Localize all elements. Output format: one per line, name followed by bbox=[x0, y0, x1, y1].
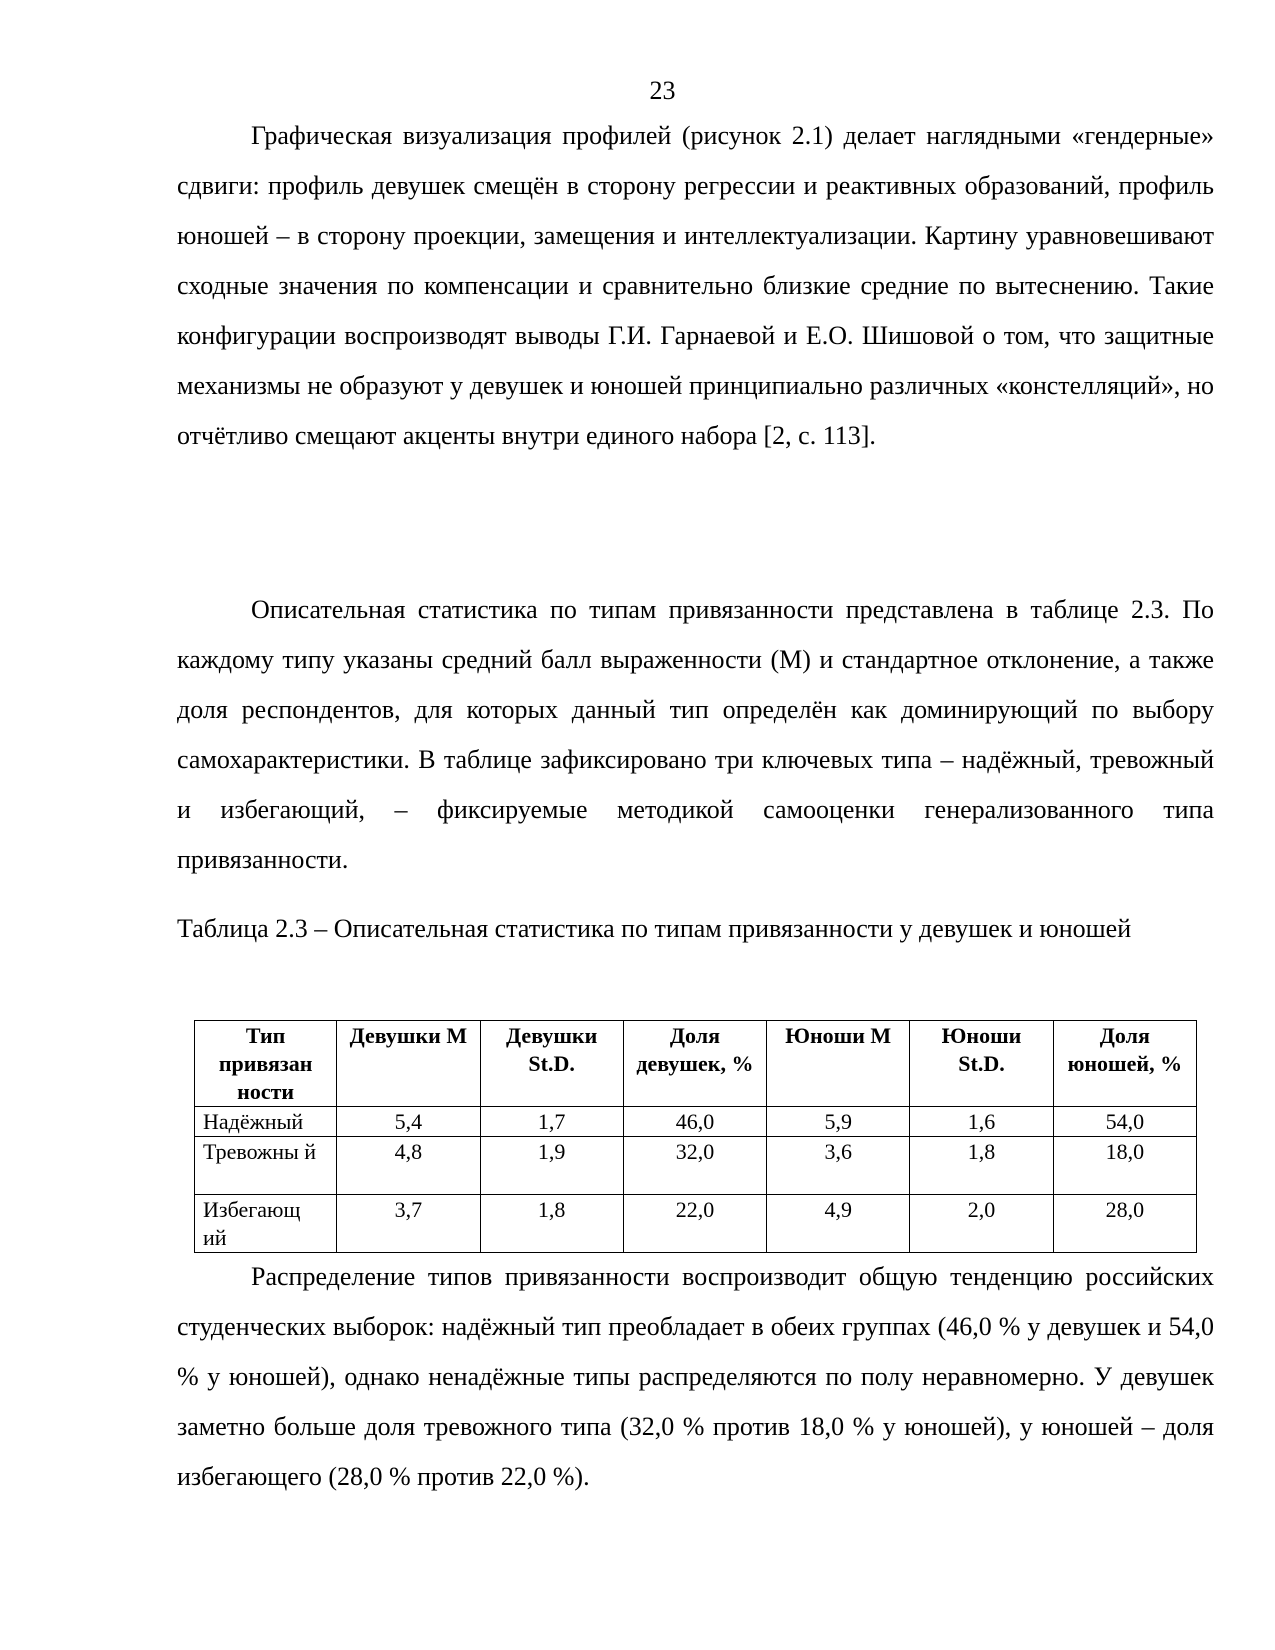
table-cell: 32,0 bbox=[623, 1137, 766, 1195]
row-label-secure: Надёжный bbox=[195, 1107, 337, 1137]
table-row bbox=[195, 1107, 1197, 1137]
header-girls-share: Доля девушек, % bbox=[623, 1021, 766, 1107]
table-cell: 3,7 bbox=[337, 1195, 480, 1253]
header-girls-mean: Девушки М bbox=[337, 1021, 480, 1107]
table-cell: 18,0 bbox=[1053, 1137, 1196, 1195]
paragraph-attachment-statistics: Описательная статистика по типам привязанности представлена в таблице 2.3. По каждому типу указаны средний балл выраженности (М) и стандартное отклонение, а также доля респондентов, для которых данный тип определён как доминирующий по выбору самохарактеристики. В таблице зафиксировано три ключевых типа – надёжный, тревожный и избегающий, – фиксируемые методикой самооценки генерализованного типа привязанности. bbox=[177, 595, 1214, 874]
table-cell: 3,6 bbox=[767, 1137, 910, 1195]
attachment-statistics-table bbox=[194, 1020, 1197, 1253]
table-cell: 4,9 bbox=[767, 1195, 910, 1253]
table-cell: 5,9 bbox=[767, 1107, 910, 1137]
header-boys-mean: Юноши М bbox=[767, 1021, 910, 1107]
row-label-avoidant: Избегающ ий bbox=[195, 1195, 337, 1253]
table-cell: 1,9 bbox=[480, 1137, 623, 1195]
table-cell: 46,0 bbox=[623, 1107, 766, 1137]
table-caption: Таблица 2.3 – Описательная статистика по типам привязанности у девушек и юношей bbox=[177, 914, 1132, 943]
header-girls-sd: Девушки St.D. bbox=[480, 1021, 623, 1107]
header-boys-share: Доля юношей, % bbox=[1053, 1021, 1196, 1107]
table-cell: 1,8 bbox=[480, 1195, 623, 1253]
row-label-anxious: Тревожны й bbox=[195, 1137, 337, 1195]
table-cell: 1,7 bbox=[480, 1107, 623, 1137]
table-cell: 1,8 bbox=[910, 1137, 1053, 1195]
header-attachment-type: Тип привязан ности bbox=[195, 1021, 337, 1107]
page-number: 23 bbox=[649, 76, 676, 105]
header-boys-sd: Юноши St.D. bbox=[910, 1021, 1053, 1107]
table-cell: 28,0 bbox=[1053, 1195, 1196, 1253]
table-cell: 22,0 bbox=[623, 1195, 766, 1253]
table-row bbox=[195, 1137, 1197, 1195]
paragraph-defense-profiles: Графическая визуализация профилей (рисунок 2.1) делает наглядными «гендерные» сдвиги: профиль девушек смещён в сторону регрессии и реактивных образований, профиль юношей – в сторону проекции, замещения и интеллектуализации. Картину уравновешивают сходные значения по компенсации и сравнительно близкие средние по вытеснению. Такие конфигурации воспроизводят выводы Г.И. Гарнаевой и Е.О. Шишовой о том, что защитные механизмы не образуют у девушек и юношей принципиально различных «констелляций», но отчётливо смещают акценты внутри единого набора [2, с. 113]. bbox=[177, 121, 1214, 450]
paragraph-attachment-distribution: Распределение типов привязанности воспроизводит общую тенденцию российских студенческих выборок: надёжный тип преобладает в обеих группах (46,0 % у девушек и 54,0 % у юношей), однако ненадёжные типы распределяются по полу неравномерно. У девушек заметно больше доля тревожного типа (32,0 % против 18,0 % у юношей), у юношей – доля избегающего (28,0 % против 22,0 %). bbox=[177, 1262, 1214, 1491]
table-row bbox=[195, 1195, 1197, 1253]
table-header-row bbox=[195, 1021, 1197, 1107]
table-cell: 54,0 bbox=[1053, 1107, 1196, 1137]
table-cell: 1,6 bbox=[910, 1107, 1053, 1137]
table-cell: 5,4 bbox=[337, 1107, 480, 1137]
table-cell: 4,8 bbox=[337, 1137, 480, 1195]
table-cell: 2,0 bbox=[910, 1195, 1053, 1253]
